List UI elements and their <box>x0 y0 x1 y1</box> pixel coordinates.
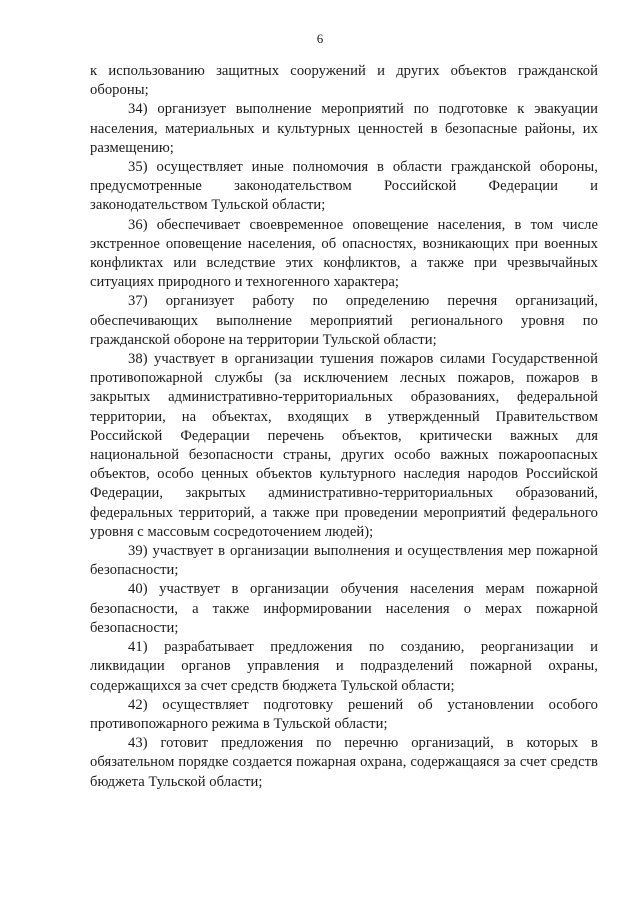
paragraph-item-39: 39) участвует в организации выполнения и осуществления мер пожарной безопасности; <box>90 543 598 579</box>
paragraph-item-36: 36) обеспечивает своевременное оповещение населения, в том числе экстренное оповещение населения, об опасностях, возникающих при военных конфликтах или вследствие этих конфликтов, а также при чрезвычайных ситуациях природного и техногенного характера; <box>90 216 598 291</box>
page-number: 6 <box>316 31 324 46</box>
paragraph-item-40: 40) участвует в организации обучения населения мерам пожарной безопасности, а также информировании населения о мерах пожарной безопасности; <box>90 581 598 636</box>
paragraph-item-43: 43) готовит предложения по перечню организаций, в которых в обязательном порядке создается пожарная охрана, содержащаяся за счет средств бюджета Тульской области; <box>90 735 598 790</box>
paragraph-item-34: 34) организует выполнение мероприятий по подготовке к эвакуации населения, материальных и культурных ценностей в безопасные районы, их размещению; <box>90 101 598 156</box>
paragraph-item-41: 41) разрабатывает предложения по созданию, реорганизации и ликвидации органов управления и подразделений пожарной охраны, содержащихся за счет средств бюджета Тульской области; <box>90 639 598 694</box>
paragraph-continuation: к использованию защитных сооружений и других объектов гражданской обороны; <box>90 63 598 99</box>
paragraph-item-35: 35) осуществляет иные полномочия в области гражданской обороны, предусмотренные законодательством Российской Федерации и законодательством Тульской области; <box>90 159 598 214</box>
paragraph-item-37: 37) организует работу по определению перечня организаций, обеспечивающих выполнение мероприятий регионального уровня по гражданской обороне на территории Тульской области; <box>90 293 598 348</box>
paragraph-item-42: 42) осуществляет подготовку решений об установлении особого противопожарного режима в Тульской области; <box>90 696 598 732</box>
paragraph-item-38: 38) участвует в организации тушения пожаров силами Государственной противопожарной службы (за исключением лесных пожаров, пожаров в закрытых административно-территориальных образованиях, федеральной территории, на объектах, входящих в утвержденный Правительством Российской Федерации перечень объектов, критически важных для национальной безопасности страны, других особо важных пожароопасных объектов, особо ценных объектов культурного наследия народов Российской Федерации, закрытых административно-территориальных образований, федеральных территорий, а также при проведении мероприятий федерального уровня с массовым сосредоточением людей); <box>90 351 598 540</box>
document-body <box>90 62 598 792</box>
